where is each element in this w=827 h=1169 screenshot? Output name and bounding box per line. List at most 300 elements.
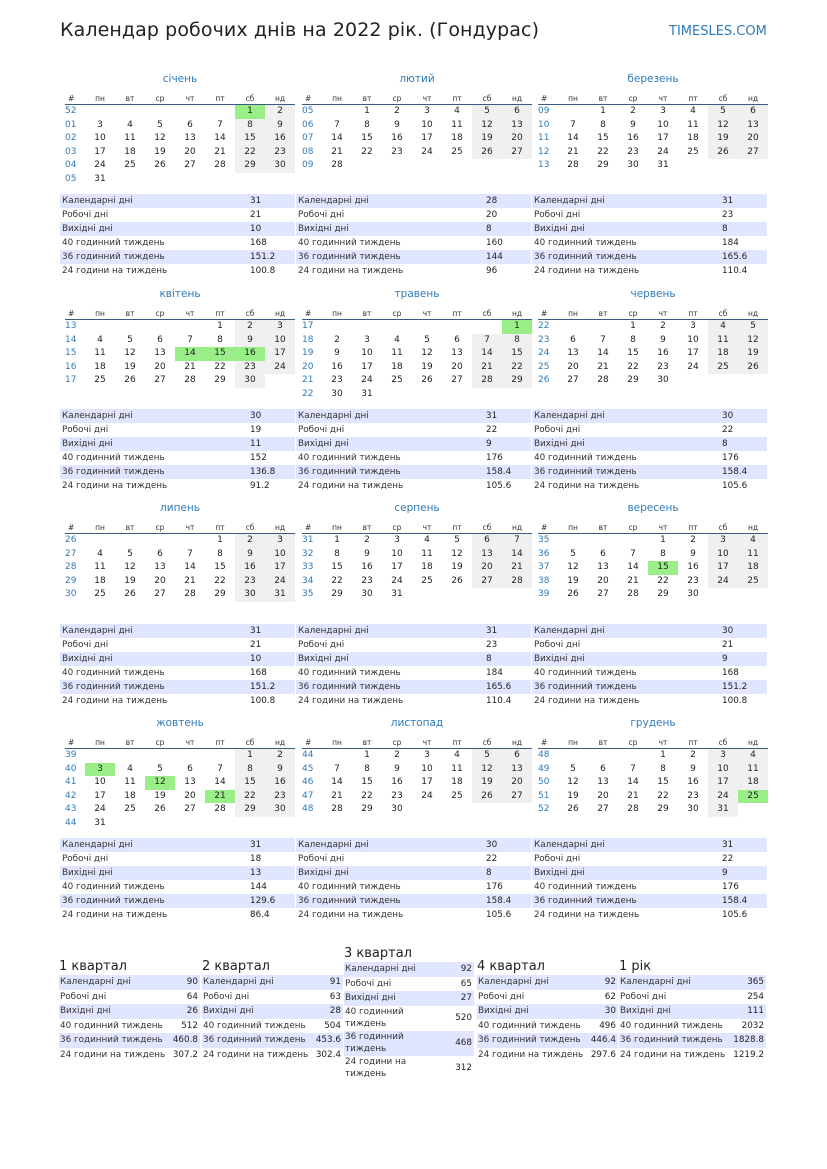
week-row: [65, 790, 295, 804]
stat-value: 8: [722, 439, 728, 449]
stat-row: [60, 264, 295, 278]
day-cell: 2: [235, 534, 265, 548]
day-cell: 14: [627, 562, 639, 572]
day-cell: 2: [630, 106, 636, 116]
day-cell: 4: [424, 535, 430, 545]
day-cell: 27: [184, 804, 196, 814]
month-8: [302, 501, 532, 602]
stat-label: 24 години на тиждень: [298, 266, 404, 276]
day-cell: 13: [738, 119, 768, 133]
quarter-label: 24 години на тиждень: [478, 1049, 584, 1060]
weekday-label: нд: [274, 523, 286, 532]
stat-row: [296, 894, 531, 908]
day-cell: 23: [391, 146, 403, 157]
stat-value: 100.8: [722, 696, 748, 706]
month-stats: [60, 409, 295, 493]
day-cell: 26: [567, 804, 579, 814]
empty-cell: [472, 320, 502, 334]
quarter-value: 297.6: [590, 1049, 616, 1060]
day-cell: 6: [157, 548, 163, 559]
month-10: [65, 716, 295, 830]
month-6: [538, 287, 768, 388]
weekday-label: #: [305, 523, 312, 532]
day-cell: 9: [690, 548, 696, 559]
day-cell: 15: [502, 347, 532, 361]
day-cell: 25: [738, 790, 768, 804]
day-cell: 10: [361, 348, 373, 358]
day-cell: 16: [687, 777, 699, 787]
empty-cell: [558, 105, 588, 119]
day-cell: 14: [214, 777, 226, 787]
quarter-label: 24 години на тиждень: [203, 1049, 309, 1060]
day-cell: 28: [214, 804, 226, 814]
day-cell: 31: [265, 588, 295, 602]
weekday-label: пт: [452, 94, 462, 103]
stat-row: [60, 624, 295, 638]
day-cell: 13: [451, 348, 463, 358]
stat-row: [60, 479, 295, 493]
empty-cell: [502, 159, 532, 173]
day-cell: 3: [690, 321, 696, 331]
day-cell: 12: [567, 777, 579, 787]
week-row: [302, 361, 532, 375]
week-row: [302, 548, 532, 562]
week-row: [65, 347, 295, 361]
day-cell: 9: [265, 763, 295, 777]
day-cell: 31: [708, 803, 738, 817]
empty-cell: [175, 173, 205, 187]
week-number: 39: [65, 750, 77, 760]
quarter-row: [619, 1019, 766, 1034]
stat-row: [296, 866, 531, 880]
quarter-label: 24 години на тиждень: [620, 1049, 726, 1060]
stat-row: [296, 465, 531, 479]
day-cell: 22: [657, 790, 669, 801]
month-11: [302, 716, 532, 817]
stat-row: [532, 437, 767, 451]
stat-value: 28: [486, 196, 498, 206]
day-cell: 19: [124, 361, 136, 372]
day-cell: 14: [331, 133, 343, 143]
week-number: 04: [65, 160, 77, 170]
weekday-label: ср: [155, 309, 165, 318]
day-cell: 29: [597, 160, 609, 170]
empty-cell: [235, 817, 265, 831]
empty-cell: [382, 388, 412, 402]
stat-value: 158.4: [486, 896, 512, 906]
day-cell: 15: [648, 561, 678, 575]
stat-row: [60, 908, 295, 922]
stat-value: 8: [486, 868, 492, 878]
quarter-label: 36 годинний тиждень: [478, 1035, 581, 1045]
week-row: [65, 374, 295, 388]
quarter-label: Робочі дні: [620, 991, 667, 1002]
weekday-label: сб: [718, 738, 728, 747]
empty-cell: [738, 588, 768, 602]
day-cell: 1: [364, 750, 370, 760]
stat-label: 24 години на тиждень: [298, 696, 404, 706]
stat-label: 24 години на тиждень: [534, 696, 640, 706]
stat-row: [296, 264, 531, 278]
month-stats: [296, 838, 531, 922]
stat-label: Календарні дні: [62, 196, 133, 206]
weekday-label: вт: [362, 94, 372, 103]
stat-value: 8: [486, 224, 492, 234]
stat-value: 96: [486, 266, 498, 276]
day-cell: 11: [94, 562, 106, 572]
weekday-label: пт: [215, 309, 225, 318]
stat-row: [296, 666, 531, 680]
day-cell: 7: [502, 534, 532, 548]
stat-row: [532, 852, 767, 866]
week-row: [538, 561, 768, 575]
quarter-row: [59, 1048, 200, 1063]
stat-label: Календарні дні: [62, 626, 133, 636]
week-number: 35: [302, 589, 314, 599]
month-name: січень: [162, 73, 198, 85]
weekday-label: чт: [658, 94, 668, 103]
stat-row: [532, 694, 767, 708]
quarter-label: Вихідні дні: [345, 993, 396, 1003]
stat-row: [60, 880, 295, 894]
empty-cell: [558, 749, 588, 763]
month-2: [302, 72, 532, 173]
empty-cell: [618, 534, 648, 548]
day-cell: 21: [472, 361, 502, 375]
day-cell: 31: [94, 173, 106, 184]
quarter-label: Вихідні дні: [60, 1006, 111, 1016]
stat-value: 13: [250, 868, 262, 878]
day-cell: 16: [627, 133, 639, 143]
empty-cell: [205, 105, 235, 119]
empty-cell: [412, 388, 442, 402]
day-cell: 19: [708, 132, 738, 146]
weekday-label: #: [541, 738, 548, 747]
day-cell: 18: [738, 561, 768, 575]
weekday-label: вт: [598, 738, 608, 747]
day-cell: 19: [154, 790, 166, 801]
stat-row: [532, 638, 767, 652]
brand-link[interactable]: TIMESLES.COM: [669, 24, 767, 39]
stat-row: [532, 666, 767, 680]
day-cell: 3: [424, 106, 430, 116]
empty-cell: [85, 534, 115, 548]
week-number: 12: [538, 146, 550, 157]
quarter-value: 453.6: [315, 1035, 341, 1046]
stat-label: Вихідні дні: [62, 439, 113, 449]
stat-value: 9: [722, 868, 728, 878]
stat-value: 144: [486, 252, 503, 262]
week-row: [65, 749, 295, 763]
week-row: [302, 146, 532, 160]
week-row: [538, 132, 768, 146]
stat-row: [296, 236, 531, 250]
weekday-label: нд: [511, 309, 523, 318]
day-cell: 10: [265, 334, 295, 348]
empty-cell: [145, 534, 175, 548]
day-cell: 22: [235, 790, 265, 804]
day-cell: 25: [708, 361, 738, 375]
day-cell: 9: [690, 763, 696, 774]
quarter-title: 1 квартал: [59, 959, 127, 974]
day-cell: 22: [214, 361, 226, 372]
stat-value: 176: [486, 453, 503, 463]
stat-row: [532, 465, 767, 479]
stat-label: 36 годинний тиждень: [298, 467, 401, 477]
quarter-label: 36 годинний тиждень: [60, 1035, 163, 1045]
day-cell: 7: [600, 334, 606, 345]
quarter-label: 40 годинний тиждень: [620, 1020, 723, 1031]
empty-cell: [472, 159, 502, 173]
empty-cell: [412, 588, 442, 602]
day-cell: 9: [660, 334, 666, 345]
day-cell: 21: [597, 361, 609, 372]
stat-label: Вихідні дні: [534, 868, 585, 878]
day-cell: 26: [154, 160, 166, 170]
stat-label: 24 години на тиждень: [534, 910, 640, 920]
week-number: 06: [302, 119, 314, 130]
weekday-label: ср: [155, 94, 165, 103]
day-cell: 12: [124, 348, 136, 358]
day-cell: 2: [690, 750, 696, 760]
day-cell: 12: [567, 562, 579, 572]
week-number: 39: [538, 589, 550, 599]
day-cell: 12: [145, 776, 175, 790]
quarter-row: [619, 975, 766, 990]
empty-cell: [85, 749, 115, 763]
week-row: [302, 388, 532, 402]
day-cell: 8: [364, 763, 370, 774]
week-row: [538, 763, 768, 777]
stat-row: [60, 694, 295, 708]
day-cell: 19: [567, 790, 579, 801]
day-cell: 24: [94, 160, 106, 170]
weekday-label: нд: [511, 738, 523, 747]
stat-row: [532, 866, 767, 880]
day-cell: 24: [265, 361, 295, 375]
quarter-value: 62: [604, 991, 616, 1002]
day-cell: 20: [184, 790, 196, 801]
day-cell: 27: [597, 804, 609, 814]
quarter-value: 30: [604, 1006, 616, 1017]
weekday-label: сб: [482, 94, 492, 103]
day-cell: 18: [421, 562, 433, 572]
day-cell: 28: [597, 375, 609, 385]
stat-row: [296, 250, 531, 264]
day-cell: 16: [265, 776, 295, 790]
empty-cell: [265, 374, 295, 388]
day-cell: 7: [472, 334, 502, 348]
stat-row: [60, 894, 295, 908]
day-cell: 10: [265, 548, 295, 562]
weekday-label: нд: [747, 523, 759, 532]
day-cell: 13: [154, 348, 166, 358]
stat-label: 36 годинний тиждень: [62, 252, 165, 262]
quarter-row: [202, 1048, 343, 1063]
weekday-label: пт: [452, 523, 462, 532]
stat-value: 86.4: [250, 910, 270, 920]
week-number: 19: [302, 348, 314, 358]
quarter-label: Вихідні дні: [478, 1006, 529, 1016]
day-cell: 14: [175, 347, 205, 361]
stat-row: [532, 409, 767, 423]
day-cell: 7: [187, 548, 193, 559]
week-row: [65, 132, 295, 146]
day-cell: 21: [331, 146, 343, 157]
day-cell: 27: [184, 160, 196, 170]
day-cell: 28: [331, 804, 343, 814]
weekday-label: ср: [628, 94, 638, 103]
quarter-label: Вихідні дні: [203, 1006, 254, 1016]
week-row: [538, 146, 768, 160]
week-number: 20: [302, 361, 314, 372]
day-cell: 28: [184, 375, 196, 385]
day-cell: 29: [214, 589, 226, 599]
day-cell: 26: [451, 575, 463, 586]
day-cell: 15: [597, 133, 609, 143]
quarter-title: 2 квартал: [202, 959, 270, 974]
stat-label: 36 годинний тиждень: [298, 896, 401, 906]
day-cell: 28: [472, 374, 502, 388]
day-cell: 8: [600, 119, 606, 130]
week-row: [302, 334, 532, 348]
stat-row: [60, 208, 295, 222]
week-number: 11: [538, 133, 550, 143]
weekday-label: пт: [215, 94, 225, 103]
empty-cell: [382, 320, 412, 334]
day-cell: 9: [364, 548, 370, 559]
day-cell: 6: [502, 749, 532, 763]
weekday-label: сб: [245, 309, 255, 318]
day-cell: 12: [154, 133, 166, 143]
week-number: 52: [65, 106, 77, 116]
weekday-label: пт: [688, 523, 698, 532]
weekday-label: ср: [392, 94, 402, 103]
stat-value: 168: [250, 668, 267, 678]
week-number: 38: [538, 575, 550, 586]
day-cell: 30: [361, 589, 373, 599]
week-number: 09: [302, 160, 314, 170]
stat-row: [532, 908, 767, 922]
week-number: 22: [538, 321, 550, 331]
day-cell: 29: [331, 589, 343, 599]
stat-value: 11: [250, 439, 262, 449]
weekday-label: пт: [688, 94, 698, 103]
day-cell: 21: [627, 790, 639, 801]
stat-value: 176: [722, 882, 739, 892]
month-stats: [296, 624, 531, 708]
weekday-label: #: [541, 94, 548, 103]
stat-row: [60, 451, 295, 465]
day-cell: 25: [451, 146, 463, 157]
quarter-label: 36 годинний тиждень: [345, 1031, 404, 1054]
day-cell: 25: [124, 804, 136, 814]
quarter-row: [477, 1019, 618, 1034]
day-cell: 18: [124, 146, 136, 157]
quarter-row: [344, 991, 474, 1006]
day-cell: 17: [361, 361, 373, 372]
stat-row: [60, 194, 295, 208]
quarter-row: [344, 1031, 474, 1056]
day-cell: 4: [690, 106, 696, 116]
stat-row: [532, 680, 767, 694]
weekday-header: [65, 307, 295, 320]
day-cell: 13: [597, 777, 609, 787]
weekday-label: нд: [511, 523, 523, 532]
empty-cell: [588, 320, 618, 334]
day-cell: 22: [331, 575, 343, 586]
weekday-header: [538, 307, 768, 320]
stat-label: 36 годинний тиждень: [298, 252, 401, 262]
week-number: 29: [65, 575, 77, 586]
empty-cell: [678, 374, 708, 388]
day-cell: 4: [97, 548, 103, 559]
day-cell: 8: [364, 119, 370, 130]
day-cell: 31: [94, 817, 106, 828]
empty-cell: [738, 374, 768, 388]
weekday-label: пн: [95, 738, 105, 747]
stat-value: 105.6: [486, 481, 512, 491]
empty-cell: [145, 105, 175, 119]
day-cell: 18: [451, 777, 463, 787]
day-cell: 16: [361, 562, 373, 572]
month-stats: [296, 194, 531, 278]
quarter-row: [344, 1006, 474, 1031]
stat-row: [60, 852, 295, 866]
quarter-label: Робочі дні: [203, 991, 250, 1002]
stat-row: [532, 264, 767, 278]
day-cell: 27: [502, 790, 532, 804]
day-cell: 11: [391, 348, 403, 358]
day-cell: 26: [154, 804, 166, 814]
stat-label: Календарні дні: [62, 840, 133, 850]
week-row: [538, 776, 768, 790]
day-cell: 1: [660, 750, 666, 760]
day-cell: 25: [451, 790, 463, 801]
empty-cell: [175, 105, 205, 119]
week-row: [302, 132, 532, 146]
day-cell: 4: [127, 119, 133, 130]
stat-value: 8: [722, 224, 728, 234]
weekday-header: [538, 521, 768, 534]
stat-row: [296, 880, 531, 894]
stat-row: [296, 479, 531, 493]
day-cell: 6: [600, 548, 606, 559]
day-cell: 30: [687, 589, 699, 599]
quarter-label: Календарні дні: [478, 977, 549, 987]
weekday-label: #: [68, 738, 75, 747]
quarter-row: [202, 975, 343, 990]
empty-cell: [115, 173, 145, 187]
day-cell: 7: [217, 119, 223, 130]
stat-value: 110.4: [722, 266, 748, 276]
day-cell: 9: [265, 119, 295, 133]
quarter-value: 520: [455, 1013, 472, 1023]
day-cell: 4: [454, 106, 460, 116]
day-cell: 21: [502, 561, 532, 575]
day-cell: 27: [738, 146, 768, 160]
day-cell: 26: [567, 589, 579, 599]
stat-label: Вихідні дні: [298, 654, 349, 664]
week-number: 26: [538, 375, 550, 385]
week-number: 02: [65, 133, 77, 143]
stat-value: 160: [486, 238, 503, 248]
empty-cell: [738, 803, 768, 817]
day-cell: 26: [472, 790, 502, 804]
stat-value: 152: [250, 453, 267, 463]
day-cell: 5: [570, 763, 576, 774]
day-cell: 12: [472, 119, 502, 133]
